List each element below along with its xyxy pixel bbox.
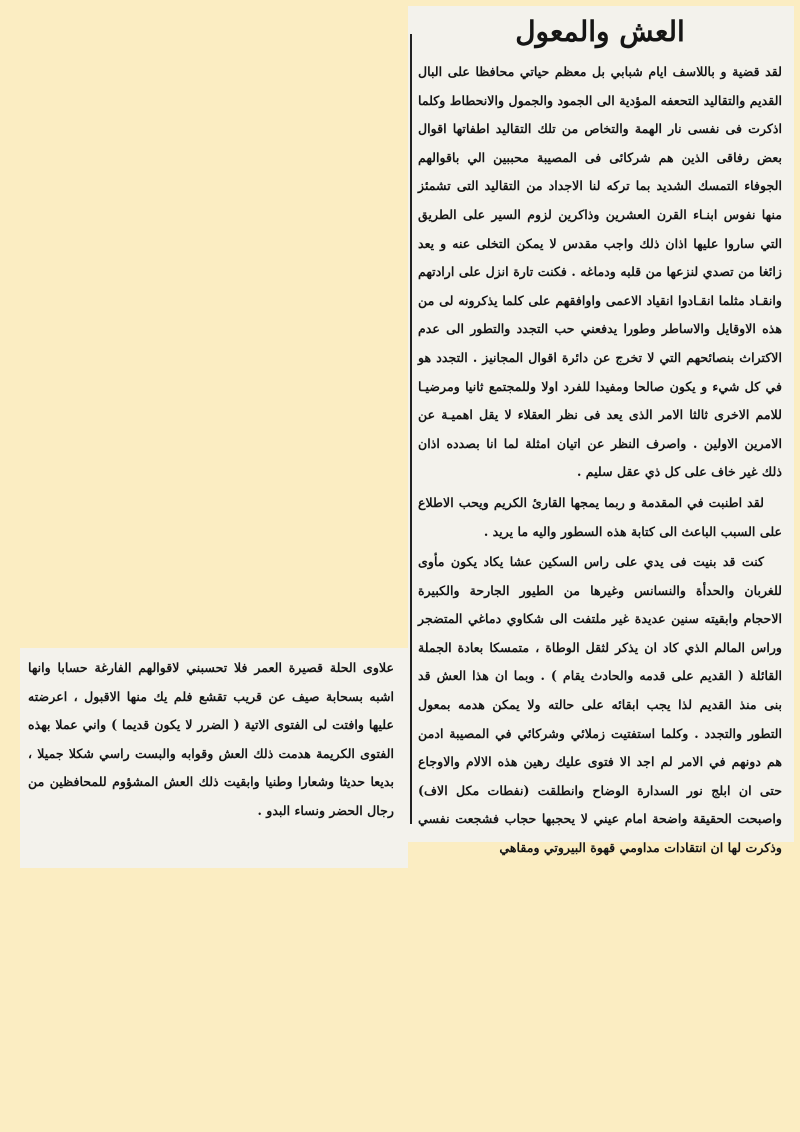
article-main-clipping [408,6,794,856]
article-continuation-clipping [20,648,408,868]
article-paragraph-1: لقد قضية و باللاسف ايام شبابي بل معظم حياتي محافظا على البال القديم والتقاليد التحعفه المؤدية الى الجمود والجمول والانحطاط وكلما اذكرت فى نفسى نار الهمة والتخاص من تلك التقاليد اطفاتها اقوال بعض رفاقى الذين هم شركائى فى المصيبة محببين الي باقوالهم الجوفاء التمسك الشديد بما تركه لنا الاجداد من التقاليد التى تشمئز منها نفوس ابنـاء القرن العشرين وذاكرين لزوم السير على الطريق التي ساروا عليها اذان ذلك واجب مقدس لا يمكن التخلى عنه و يعد زائغا من تصدي لنزعها من قلبه ودماغه . فكنت تارة انزل على ارادتهم وانقـاد مثلما انقـادوا انقياد الاعمى واوافقهم على كلما يذكرونه لى من هذه الاوقايل والاساطر وطورا يدفعني حب التجدد والتطور الى عدم الاكتراث بنصائحهم التي لا تخرج عن دائرة اقوال المجانيز . التجدد هو في كل شيء و يكون صالحا ومفيدا للفرد اولا وللمجتمع ثانيا ومرضيـا للامم الاخرى ثالثا الامر الذى يعد فى نظر العقلاء لا يقل اهميـة عن الامرين الاولين . واصرف النظر عن اتيان امثلة لما انا بصدده اذان ذلك غير خاف على كل ذي عقل سليم . [418,64,782,480]
article-paragraph-2: لقد اطنبت في المقدمة و ربما يمجها القارئ الكريم ويحب الاطلاع على السبب الباعث الى كتابة هذه السطور واليه ما يريد . [418,494,782,539]
article-continuation-text: علاوى الحلة قصيرة العمر فلا تحسبني لاقوالهم الفارغة حسابا وانها اشبه بسحابة صيف عن قريب تقشع فلم يك منها الاقبول ، اعرضته عليها وافتت لى الفتوى الاتية ( الضرر لا يكون قديما ) واني عملا بهذه الفتوى الكريمة هدمت ذلك العش وقوابه والبست راسي شكلا جميلا ، بديعا حديثا وشعارا وطنيا وابقيت ذلك العش المشؤوم للمحافظين من رجال الحضر ونساء البدو . [28,660,394,818]
article-paragraph-3: كنت قد بنيت فى يدي على راس السكين عشا يكاد يكون مأوى للغربان والحدأة والنسانس وغيرها من الطيور الجارحة والكبيرة الاحجام وابقيته سنين عديدة غير ملتفت الى شكاوي دماغي المتضجر وراس المالم الذي كاد ان يذكر لثقل الوطاة ، متمسكا بعادة الجملة القائلة ( القديم على قدمه والحادث يقام ) . وبما ان هذا العش قد بنى منذ القديم لذا يجب ابقائه على حالته ولا يمكن هدمه بمعول التطور والتجدد . وكلما استفتيت زملائي وشركائي في المصيبة ادمن هم دونهم في الامر لم اجد الا فتوى عليك رهين هذه الالام والاوجاع حتى ان ابلج نور السدارة الوضاح وانطلقت (نفطات مكل الاف) واصبحت الحقيقة واضحة امام عيني لا يحجبها حجاب فشجعت نفسي وذكرت لها ان انتقادات مداومي قهوة البيروتي ومقاهي [418,554,782,856]
article-title: العش والمعول [515,15,685,48]
